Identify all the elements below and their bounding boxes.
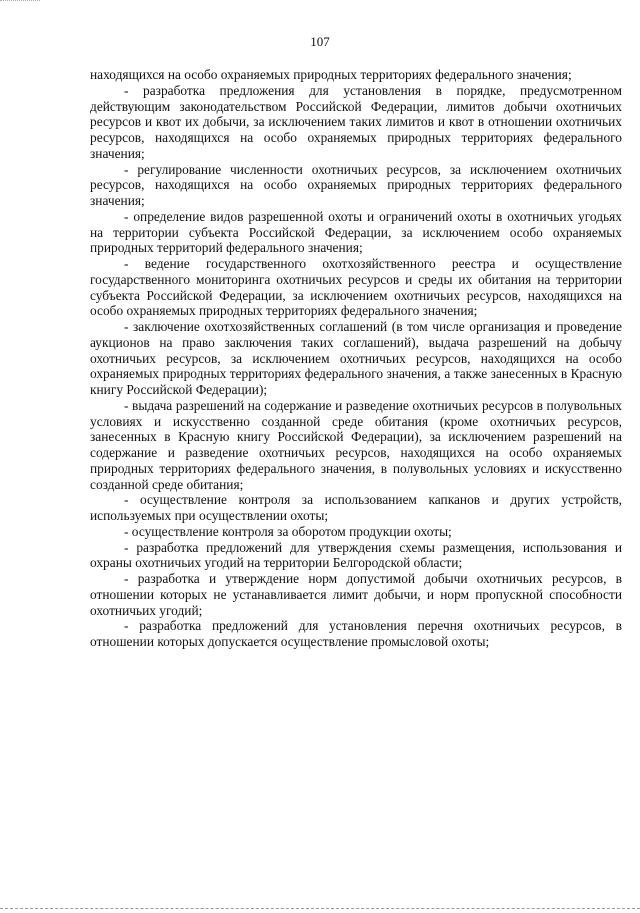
list-item: - осуществление контроля за использованием капканов и других устройств, используемых при осуществлении охоты;	[90, 492, 622, 523]
list-item: - разработка предложений для утверждения схемы размещения, использования и охраны охотничьих угодий на территории Белгородской области;	[90, 539, 622, 571]
list-item: - разработка и утверждение норм допустимой добычи охотничьих ресурсов, в отношении которых не устанавливается лимит добычи, и норм пропускной способности охотничьих угодий;	[90, 571, 622, 618]
scan-artifact	[0, 908, 640, 910]
list-item: - выдача разрешений на содержание и разведение охотничьих ресурсов в полувольных условиях и искусственно созданной среде обитания (кроме охотничьих ресурсов, занесенных в Красную книгу Российской Федерации), за исключением разрешений на содержание и разведение охотничьих ресурсов, находящихся на особо охраняемых природных территориях федерального значения, в полувольных условиях и искусственно созданной среде обитания;	[90, 397, 622, 492]
list-item: - ведение государственного охотхозяйственного реестра и осуществление государственного мониторинга охотничьих ресурсов и среды их обитания на территории субъекта Российской Федерации, за исключением охотничьих ресурсов, находящихся на особо охраняемых природных территориях федерального значения;	[90, 256, 622, 319]
document-body	[90, 67, 622, 650]
list-item: - регулирование численности охотничьих ресурсов, за исключением охотничьих ресурсов, находящихся на особо охраняемых природных территориях федерального значения;	[90, 161, 622, 208]
scan-artifact	[0, 0, 40, 3]
list-item: - разработка предложения для установления в порядке, предусмотренном действующим законодательством Российской Федерации, лимитов добычи охотничьих ресурсов и квот их добычи, за исключением таких лимитов и квот в отношении охотничьих ресурсов, находящихся на особо охраняемых природных территориях федерального значения;	[90, 82, 622, 161]
page-number: 107	[310, 34, 330, 49]
list-item: - определение видов разрешенной охоты и ограничений охоты в охотничьих угодьях на территории субъекта Российской Федерации, за исключением особо охраняемых природных территорий федерального значения;	[90, 208, 622, 256]
paragraph: находящихся на особо охраняемых природных территориях федерального значения;	[90, 67, 572, 82]
list-item: - разработка предложений для установления перечня охотничьих ресурсов, в отношении которых допускается осуществление промысловой охоты;	[90, 618, 622, 649]
list-item: - заключение охотхозяйственных соглашений (в том числе организация и проведение аукционов на право заключения таких соглашений), выдача разрешений на добычу охотничьих ресурсов, за исключением охотничьих ресурсов, находящихся на особо охраняемых природных территориях федерального значения, а также занесенных в Красную книгу Российской Федерации);	[90, 319, 622, 397]
list-item: - осуществление контроля за оборотом продукции охоты;	[124, 523, 452, 539]
